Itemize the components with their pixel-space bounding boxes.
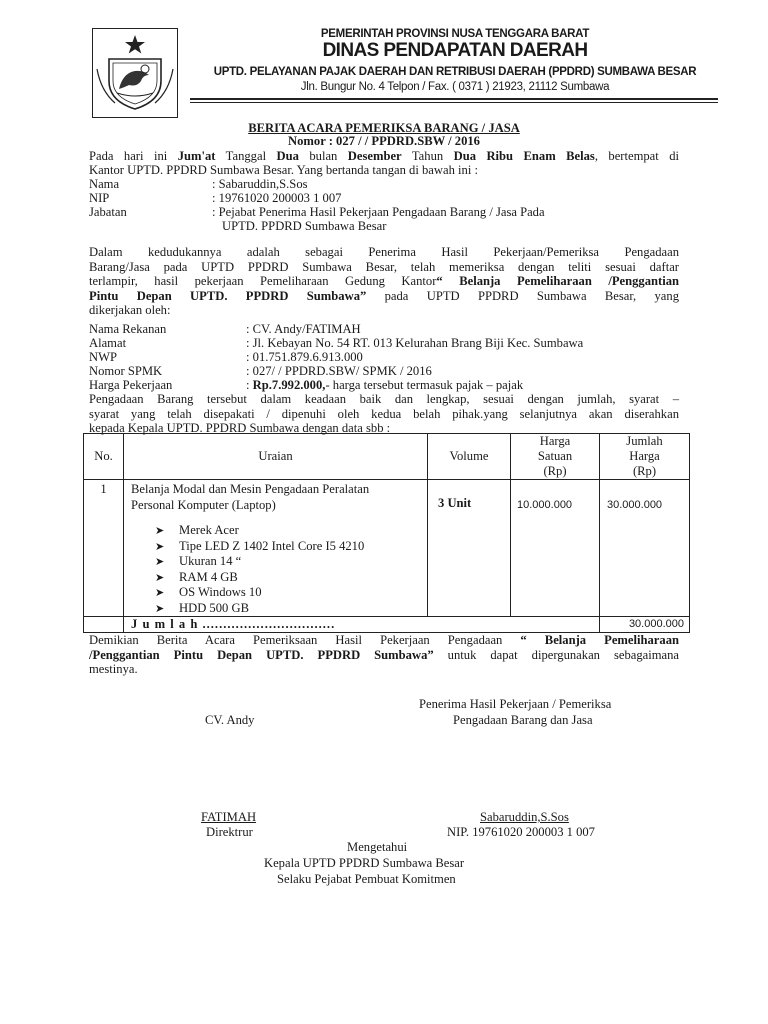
vendor-npwp-label: NWP [89,350,117,364]
intro-line-2: Kantor UPTD. PPDRD Sumbawa Besar. Yang bertanda tangan di bawah ini : [89,163,478,177]
vendor-signer-position: Direktrur [206,825,253,839]
vendor-price: : Rp.7.992.000,- harga tersebut termasuk pajak – pajak [246,378,524,392]
header-department: DINAS PENDAPATAN DAERAH [322,40,588,61]
arrow-bullet-icon: ➤ [155,587,165,599]
receiver-signer-nip: NIP. 19761020 200003 1 007 [447,825,595,839]
signatory-name-label: Nama [89,177,120,191]
receiver-signer-name: Sabaruddin,S.Sos [480,810,569,824]
head-title: Kepala UPTD PPDRD Sumbawa Besar [264,856,465,870]
spec-list [131,523,427,616]
vendor-spmk: : 027/ / PPDRD.SBW/ SPMK / 2016 [246,364,432,378]
para2: Dalam kedudukannya adalah sebagai Penerima Hasil Pekerjaan/Pemeriksa Pengadaan Barang/Jasa pada UPTD PPDRD Sumbawa Besar, telah memeriksa dengan teliti sesuai daftar terlampir, hasil pekerjaan Pemeliharaan Gedung Kantor“ Belanja Pemeliharaan /Penggantian Pintu Depan UPTD. PPDRD Sumbawa” pada UPTD PPDRD Sumbawa Besar, yang dikerjakan oleh: [89,245,680,317]
footer-total: 30.000.000 [600,617,690,633]
vendor-name: : CV. Andy/FATIMAH [246,322,361,336]
signatory-nip: : 19761020 200003 1 007 [212,191,342,205]
signatory-position-label: Jabatan [89,205,127,219]
signatory-nip-label: NIP [89,191,110,205]
vendor-signature-title: CV. Andy [205,713,255,727]
footer-total-label: J u m l a h ................................ [124,617,600,633]
document-number: Nomor : 027 / / PPDRD.SBW / 2016 [288,134,480,148]
arrow-bullet-icon: ➤ [155,525,165,537]
list-item: ➤ Merek Acer [131,523,427,539]
para3: Pengadaan Barang tersebut dalam keadaan baik dan lengkap, sesuai dengan jumlah, syarat – syarat yang telah disepakati / dipenuhi oleh kedua belah pihak.yang selanjutnya akan diserahkan kepada Kepala UPTD. PPDRD Sumbawa dengan data sbb : [89,392,679,435]
header-no: No. [84,434,124,480]
header-unit: UPTD. PELAYANAN PAJAK DAERAH DAN RETRIBUSI DAERAH (PPDRD) SUMBAWA BESAR [213,66,697,78]
items-table [83,433,690,633]
list-item: ➤ OS Windows 10 [131,585,427,601]
list-item: ➤ RAM 4 GB [131,570,427,586]
list-item: ➤ Ukuran 14 “ [131,554,427,570]
vendor-address-label: Alamat [89,336,127,350]
arrow-bullet-icon: ➤ [155,540,165,553]
list-item: ➤ Tipe LED Z 1402 Intel Core I5 4210 [131,539,427,555]
row-unit-price: 10.000.000 [511,480,600,617]
vendor-address: : Jl. Kebayan No. 54 RT. 013 Kelurahan Brang Biji Kec. Sumbawa [246,336,584,350]
receiver-title: Penerima Hasil Pekerjaan / Pemeriksa [419,697,612,711]
header-volume: Volume [428,434,511,480]
list-item: ➤ HDD 500 GB [131,601,427,617]
header-address: Jln. Bungur No. 4 Telpon / Fax. ( 0371 ) 21923, 21112 Sumbawa [300,81,610,93]
header-unit-price: Harga Satuan (Rp) [511,434,600,480]
vendor-name-label: Nama Rekanan [89,322,167,336]
header-total: Jumlah Harga (Rp) [600,434,690,480]
table-footer-row [84,617,690,633]
header-desc: Uraian [124,434,428,480]
row-total: 30.000.000 [600,480,690,617]
arrow-bullet-icon: ➤ [155,571,165,584]
acknowledged-label: Mengetahui [347,840,408,854]
header-divider [190,98,718,100]
intro-line-1: Pada hari ini Jum'at Tanggal Dua bulan Desember Tahun Dua Ribu Enam Belas, bertempat di [89,149,679,163]
arrow-bullet-icon: ➤ [155,556,165,568]
vendor-price-label: Harga Pekerjaan [89,378,173,392]
provincial-emblem-icon [92,28,178,118]
table-header-row [84,434,690,480]
signatory-position-cont: UPTD. PPDRD Sumbawa Besar [222,219,387,233]
vendor-spmk-label: Nomor SPMK [89,364,163,378]
receiver-title-2: Pengadaan Barang dan Jasa [453,713,593,727]
row-no: 1 [84,480,124,617]
signatory-position: : Pejabat Penerima Hasil Pekerjaan Pengadaan Barang / Jasa Pada [212,205,545,219]
vendor-signer-name: FATIMAH [201,810,257,824]
document-title: BERITA ACARA PEMERIKSA BARANG / JASA [248,121,520,135]
arrow-bullet-icon: ➤ [155,602,165,615]
head-title-2: Selaku Pejabat Pembuat Komitmen [277,872,456,886]
header-government: PEMERINTAH PROVINSI NUSA TENGGARA BARAT [320,28,590,40]
closing-paragraph: Demikian Berita Acara Pemeriksaan Hasil Pekerjaan Pengadaan “ Belanja Pemeliharaan /Penggantian Pintu Depan UPTD. PPDRD Sumbawa” untuk dapat dipergunakan sebagaimana mestinya. [89,633,679,676]
table-row [84,480,690,617]
header-divider-thin [190,102,718,103]
row-desc: Belanja Modal dan Mesin Pengadaan Peralatan Personal Komputer (Laptop) ➤ Merek Acer ➤ Tipe LED Z 1402 Intel Core I5 4210 ➤ Ukuran 14 “ ➤ RAM 4 GB ➤ OS Windows 10 ➤ HDD 500 GB [124,480,428,617]
row-volume: 3 Unit [428,480,511,617]
vendor-npwp: : 01.751.879.6.913.000 [246,350,363,364]
signatory-name: : Sabaruddin,S.Sos [212,177,308,191]
